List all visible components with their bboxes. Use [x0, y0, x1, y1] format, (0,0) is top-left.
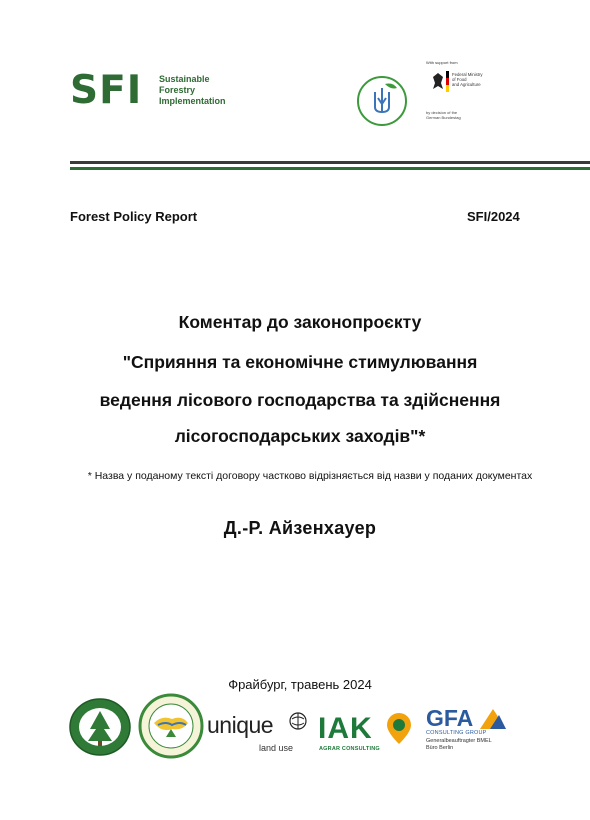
header-divider — [70, 161, 590, 164]
iak-logo-name: IAK — [318, 712, 373, 745]
unique-logo-sub: land use — [259, 743, 294, 753]
support-logos — [355, 60, 505, 130]
unique-logo — [207, 712, 312, 758]
german-eagle-icon — [426, 71, 450, 93]
report-type: Forest Policy Report — [70, 209, 198, 224]
sfi-logo-words — [159, 74, 226, 107]
title-line-2: "Сприяння та економічне стимулювання — [122, 352, 478, 372]
header-divider-green — [70, 167, 590, 170]
sfi-word-1: Sustainable — [159, 74, 210, 84]
map-pin-icon — [384, 713, 414, 745]
ministry-line-2: of Food — [452, 77, 467, 82]
bundestag-note-1: by decision of the — [426, 110, 458, 115]
title-footnote: * Назва у поданому тексті договору частково відрізняється від назви у поданих документах — [87, 470, 533, 482]
forestry-association-seal-icon — [138, 693, 204, 759]
iak-logo — [318, 712, 418, 762]
ukraine-trident-icon — [355, 74, 409, 128]
sfi-word-3: Implementation — [159, 96, 226, 106]
gfa-sub2-line-2: Büro Berlin — [426, 745, 454, 751]
with-support-from: With support from — [426, 60, 458, 65]
sfi-logo-mark: SFI — [70, 68, 143, 113]
title-line-1: Коментар до законопроєкту — [178, 312, 422, 332]
ministry-name — [452, 72, 497, 87]
report-number: SFI/2024 — [467, 209, 520, 224]
author: Д.-Р. Айзенхауер — [223, 518, 377, 538]
place-date: Фрайбург, травень 2024 — [228, 677, 372, 692]
ministry-line-1: Federal Ministry — [452, 72, 483, 77]
title-line-4: лісогосподарських заходів"* — [174, 426, 426, 446]
triangle-mark-icon — [478, 707, 508, 731]
sfi-logo — [70, 68, 240, 114]
gfa-logo-sub2 — [426, 738, 516, 752]
gfa-logo-name: GFA — [426, 705, 474, 731]
gfa-logo-sub: CONSULTING GROUP — [426, 730, 487, 736]
sfi-word-2: Forestry — [159, 85, 196, 95]
ministry-line-3: and Agriculture — [452, 82, 481, 87]
bundestag-note — [426, 110, 486, 120]
bundestag-note-2: German Bundestag — [426, 115, 461, 120]
gfa-logo — [426, 705, 536, 765]
gfa-sub2-line-1: Generalbeauftragter BMEL — [426, 738, 492, 744]
unique-logo-name: unique — [207, 712, 274, 738]
iak-logo-sub: AGRAR CONSULTING — [319, 746, 380, 752]
title-line-3: ведення лісового господарства та здійснення — [99, 390, 501, 410]
globe-icon — [289, 712, 307, 730]
forest-agency-seal-icon — [68, 697, 132, 757]
